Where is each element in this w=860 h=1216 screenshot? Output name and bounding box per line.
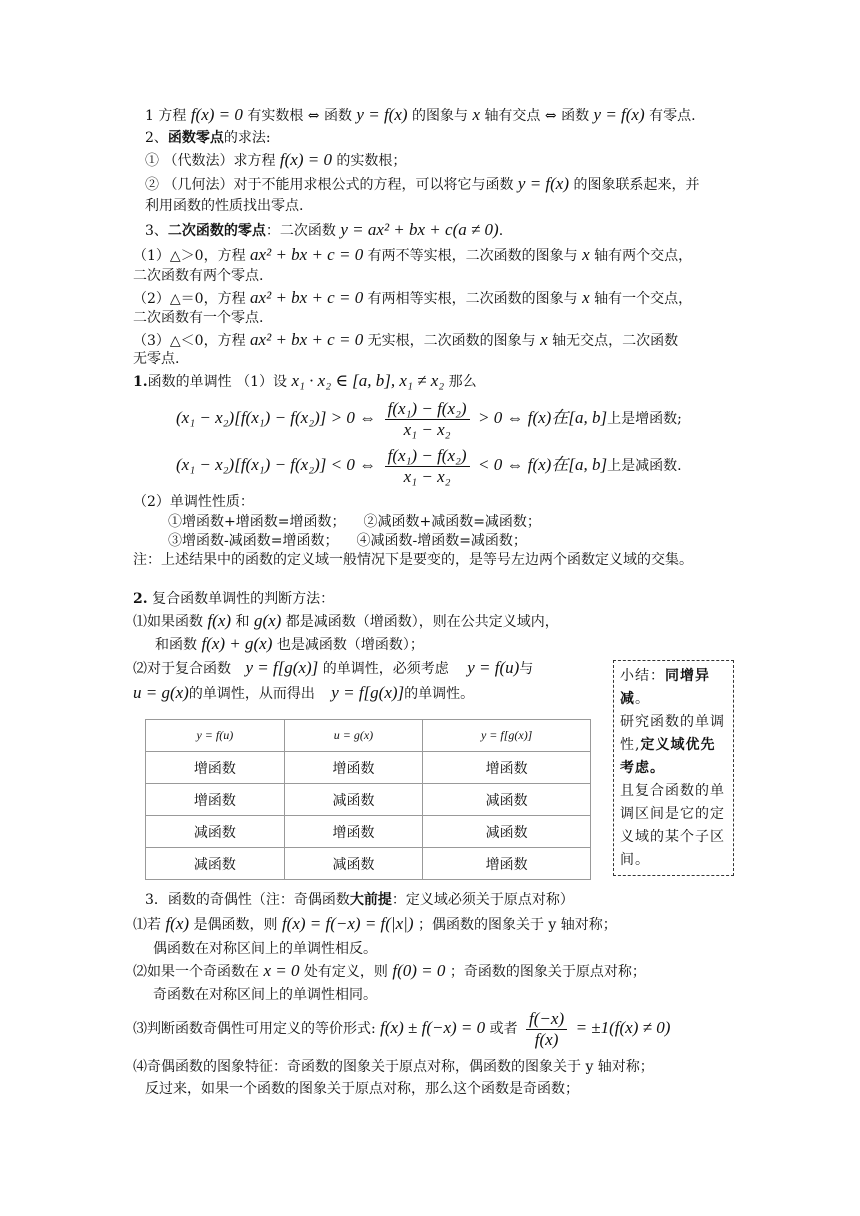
text-line: （2）单调性性质： [133,494,254,510]
table-cell: 增函数 [146,752,285,784]
table-row [146,816,591,848]
text: ：定义域必须关于原点对称） [391,892,574,908]
formula: f(0) = 0 [392,961,446,980]
text: 有实数根 [247,108,304,124]
formula: x [582,288,590,307]
quadratic-zero-heading [145,220,503,241]
formula: f(x) ± f(−x) = 0 [380,1018,486,1037]
zero-method-heading [145,128,271,148]
formula: x [582,245,590,264]
text-line: 无零点. [133,351,180,367]
text: 轴有两个交点， [594,248,693,264]
formula: x [540,330,548,349]
text: ⑵对于复合函数 [133,661,231,677]
text: 或者 [489,1021,518,1037]
bold-term: 二次函数的零点 [167,223,266,239]
bold-term: 同增异减 [620,668,710,707]
formula: x = 0 [263,961,300,980]
equiv-symbol: ⇔ [544,108,557,124]
denominator: f(x) [534,1029,559,1049]
text: 的单调性。 [404,686,475,702]
formula: y = f[g(x)] [331,683,405,702]
text: 都是减函数（增函数），则在公共定义域内， [285,614,559,630]
formula: y = f(u) [467,658,520,677]
formula: f(x) [165,914,190,933]
text-line: ⑷奇偶函数的图象特征：奇函数的图象关于原点对称，偶函数的图象关于 y 轴对称； [133,1059,654,1075]
table-cell: 增函数 [284,816,423,848]
text-line: 反过来，如果一个函数的图象关于原点对称，那么这个函数是奇函数； [145,1081,579,1097]
odd-function-line [133,961,646,982]
text: 函数的单调性 （1）设 [147,374,287,390]
formula: ax² + bx + c = 0 [250,288,364,307]
formula: (x₁ − x₂)[f(x₁) − f(x₂)] < 0 ⇔ [176,455,377,474]
text: . [498,223,504,239]
text: ：二次函数 [265,223,336,239]
text: 2、 [145,130,168,146]
formula: u = g(x) [133,683,189,702]
section-number: 2. [133,591,148,607]
text: 有两相等实根，二次函数的图象与 [367,291,578,307]
text: ④减函数-增函数=减函数； [356,533,527,549]
bold-term: 函数零点 [167,130,224,146]
text: ；奇函数的图象关于原点对称； [449,964,646,980]
text: 是偶函数，则 [193,917,278,933]
formula: ax² + bx + c = 0 [250,330,364,349]
text: 轴有一个交点， [594,291,693,307]
text: 处有定义，则 [303,964,388,980]
case-3-line [133,330,678,351]
formula: > 0 ⇔ f(x)在[a, b] [478,408,608,427]
property-line [168,531,527,551]
numerator: f(−x) [526,1009,567,1030]
text-line: 二次函数有一个零点. [133,310,264,326]
parity-equivalent-form [133,1006,670,1051]
composite-rule-1-cont [155,634,424,655]
geometry-method-line [145,174,699,195]
text: 函数 [323,108,352,124]
text: 和函数 [155,637,197,653]
text: 和 [235,614,250,630]
table-cell: 减函数 [284,848,423,880]
summary-box [613,660,734,876]
composite-heading [133,589,334,609]
case-1-line [133,245,692,266]
formula: f(x) = 0 [190,105,243,124]
formula: ax² + bx + c = 0 [250,245,364,264]
property-line [168,512,541,532]
table-header-row [146,720,591,752]
formula: f(x) [207,611,232,630]
formula: y = f(x) [356,105,408,124]
monotonicity-table [145,719,591,880]
text: 且复合函数的单调区间是它的定义域的某个子区间。 [620,783,725,868]
text: 3．函数的奇偶性（注：奇偶函数 [145,892,350,908]
formula: x₁ · x₂ ∈ [a, b], x₁ ≠ x₂ [291,371,445,390]
denominator: x₁ − x₂ [403,466,451,486]
case-2-line [133,288,692,309]
table-row [146,848,591,880]
table-header-cell: y = f(u) [146,720,285,752]
table-cell: 增函数 [423,752,591,784]
text: 的实数根； [336,153,407,169]
numerator: f(x₁) − f(x₂) [385,446,470,467]
fraction [385,446,470,487]
text: 函数 [561,108,590,124]
text: 1 方程 [145,108,187,124]
text: 有零点. [649,108,696,124]
table-cell: 减函数 [146,848,285,880]
text: ①增函数+增函数=增函数； [168,514,346,530]
bold-term: 定义域优先考虑。 [620,737,716,776]
text: 的单调性，必须考虑 [322,661,449,677]
text: ⑴若 [133,917,161,933]
formula: g(x) [253,611,282,630]
table-header-cell: u = g(x) [284,720,423,752]
numerator: f(x₁) − f(x₂) [385,399,470,420]
text: （代数法）求方程 [163,153,276,169]
text: 那么 [448,374,477,390]
table-row [146,784,591,816]
text: （3）△＜0，方程 [133,333,246,349]
text: ②减函数+减函数=减函数； [363,514,541,530]
denominator: x₁ − x₂ [403,419,451,439]
text: 也是减函数（增函数）； [276,637,424,653]
table-row [146,752,591,784]
text: 上是减函数. [607,458,682,474]
table-header-cell: y = f[g(x)] [423,720,591,752]
table-cell: 减函数 [423,816,591,848]
text-line: 奇函数在对称区间上的单调性相同。 [153,987,377,1003]
text: ⑵如果一个奇函数在 [133,964,259,980]
formula: y = ax² + bx + c(a ≠ 0) [340,220,499,239]
composite-rule-2-cont [133,683,474,704]
text: 与 [519,661,534,677]
table-cell: 减函数 [146,816,285,848]
monotonicity-heading [133,371,477,392]
text: 有两不等实根，二次函数的图象与 [367,248,578,264]
text: （几何法）对于不能用求根公式的方程，可以将它与函数 [163,177,514,193]
text: 复合函数单调性的判断方法： [152,591,335,607]
formula: f(x) + g(x) [201,634,273,653]
text-line: 偶函数在对称区间上的单调性相反。 [153,941,377,957]
formula: y = f(x) [593,105,645,124]
formula: y = f[g(x)] [245,658,319,677]
text-line: 利用函数的性质找出零点. [145,198,304,214]
text: （1）△＞0，方程 [133,248,246,264]
bold-term: 大前提 [349,892,392,908]
text: （2）△＝0，方程 [133,291,246,307]
table-cell: 增函数 [423,848,591,880]
text: 的单调性，从而得出 [188,686,315,702]
text-line: 二次函数有两个零点. [133,268,264,284]
text: 轴有交点 [484,108,541,124]
fraction [526,1009,567,1050]
text: ③增函数-减函数=增函数； [168,533,339,549]
formula: f(x) = f(−x) = f(|x|) [281,914,414,933]
decreasing-criterion [176,443,682,488]
text: 。 [635,691,650,707]
equiv-symbol: ⇔ [307,108,320,124]
formula: x [472,105,480,124]
increasing-criterion [176,396,682,441]
table-cell: 减函数 [423,784,591,816]
text: 无实根，二次函数的图象与 [367,333,536,349]
composite-rule-2 [133,658,533,679]
circled-number: ② [145,177,159,193]
text: ⑶判断函数奇偶性可用定义的等价形式: [133,1021,376,1037]
algebra-method-line [145,150,406,171]
formula: < 0 ⇔ f(x)在[a, b] [478,455,608,474]
text: ；偶函数的图象关于 y 轴对称； [417,917,617,933]
parity-heading [145,890,574,910]
formula: y = f(x) [517,174,570,193]
even-function-line [133,914,617,935]
text: 的图象联系起来，并 [573,177,700,193]
text: 研究函数的单调性, [620,714,725,753]
text: 的求法: [223,130,271,146]
formula: = ±1(f(x) ≠ 0) [575,1018,671,1037]
fraction [385,399,470,440]
text: 3、 [145,223,168,239]
note-line: 注：上述结果中的函数的定义域一般情况下是要变的，是等号左边两个函数定义域的交集。 [133,552,693,568]
composite-rule-1 [133,611,559,632]
formula: f(x) = 0 [279,150,332,169]
zero-equivalence-line [145,105,696,126]
text: 轴无交点，二次函数 [552,333,679,349]
text: 的图象与 [411,108,468,124]
section-number: 1. [133,374,148,390]
text: 小结： [620,668,665,684]
formula: (x₁ − x₂)[f(x₁) − f(x₂)] > 0 ⇔ [176,408,377,427]
text: ⑴如果函数 [133,614,203,630]
table-cell: 增函数 [146,784,285,816]
table-cell: 增函数 [284,752,423,784]
text: 上是增函数; [607,411,682,427]
circled-number: ① [145,153,159,169]
table-cell: 减函数 [284,784,423,816]
